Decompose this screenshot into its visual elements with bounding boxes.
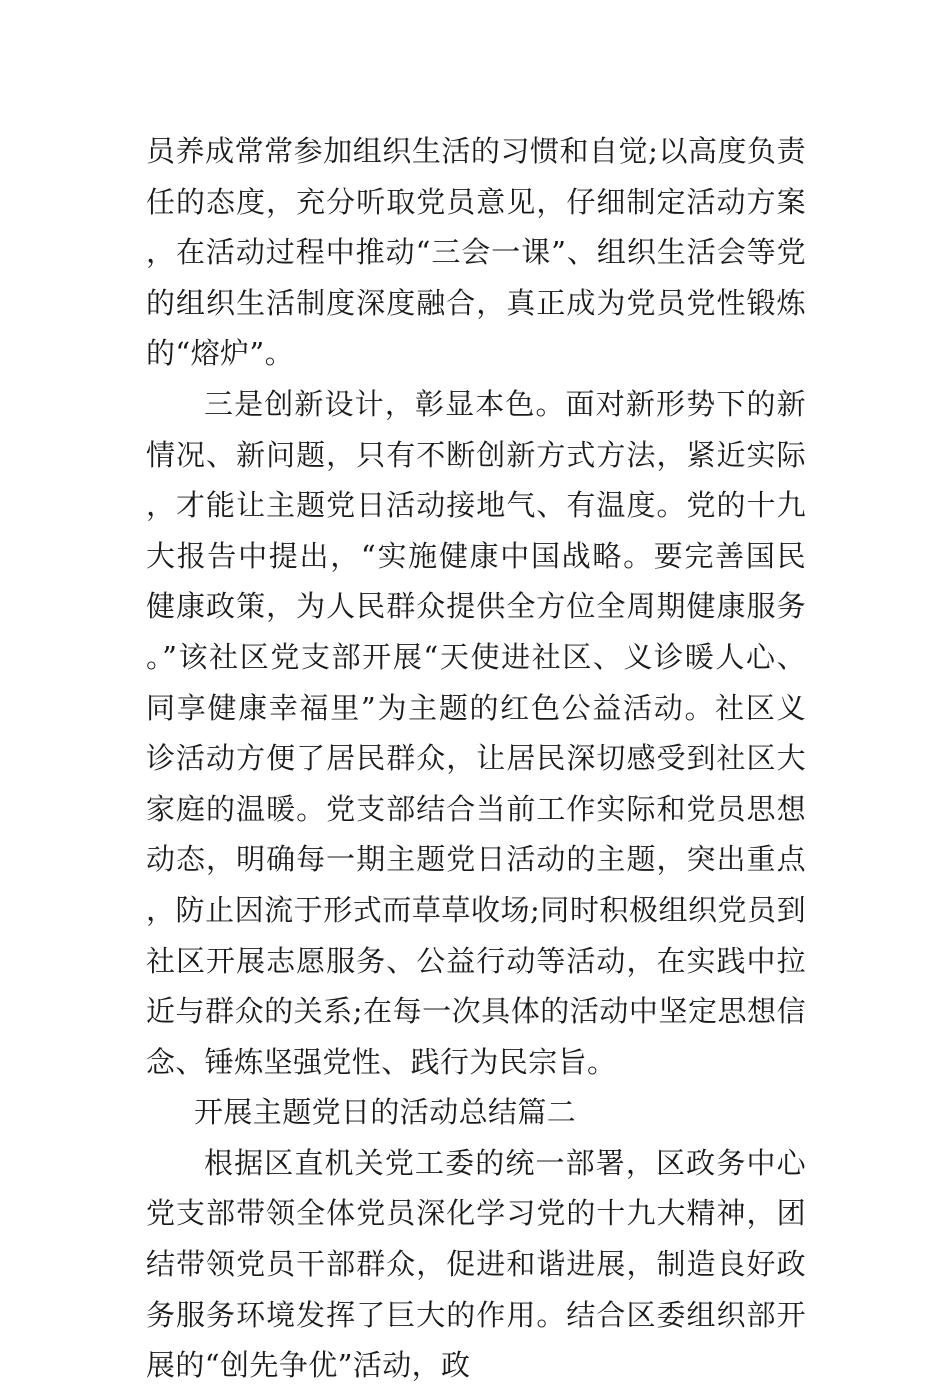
paragraph-innovation: 三是创新设计，彰显本色。面对新形势下的新情况、新问题，只有不断创新方式方法，紧近实际，才能让主题党日活动接地气、有温度。党的十九大报告中提出，“实施健康中国战略。要完善国民健康政策，为人民群众提供全方位全周期健康服务。”该社区党支部开展“天使进社区、义诊暖人心、同享健康幸福里”为主题的红色公益活动。社区义诊活动方便了居民群众，让居民深切感受到社区大家庭的温暖。党支部结合当前工作实际和党员思想动态，明确每一期主题党日活动的主题，突出重点，防止因流于形式而草草收场;同时积极组织党员到社区开展志愿服务、公益行动等活动，在实践中拉近与群众的关系;在每一次具体的活动中坚定思想信念、锤炼坚强党性、践行为民宗旨。 <box>146 386 806 1079</box>
paragraph-intro: 根据区直机关党工委的统一部署，区政务中心党支部带领全体党员深化学习党的十九大精神，团结带领党员干部群众，促进和谐进展，制造良好政务服务环境发挥了巨大的作用。结合区委组织部开展的“创先争优”活动，政 <box>146 1145 806 1383</box>
document-body <box>146 126 806 1391</box>
paragraph-continuation: 员养成常常参加组织生活的习惯和自觉;以高度负责任的态度，充分听取党员意见，仔细制定活动方案，在活动过程中推动“三会一课”、组织生活会等党的组织生活制度深度融合，真正成为党员党性锻炼的“熔炉”。 <box>146 134 806 371</box>
section-heading: 开展主题党日的活动总结篇二 <box>194 1095 577 1130</box>
